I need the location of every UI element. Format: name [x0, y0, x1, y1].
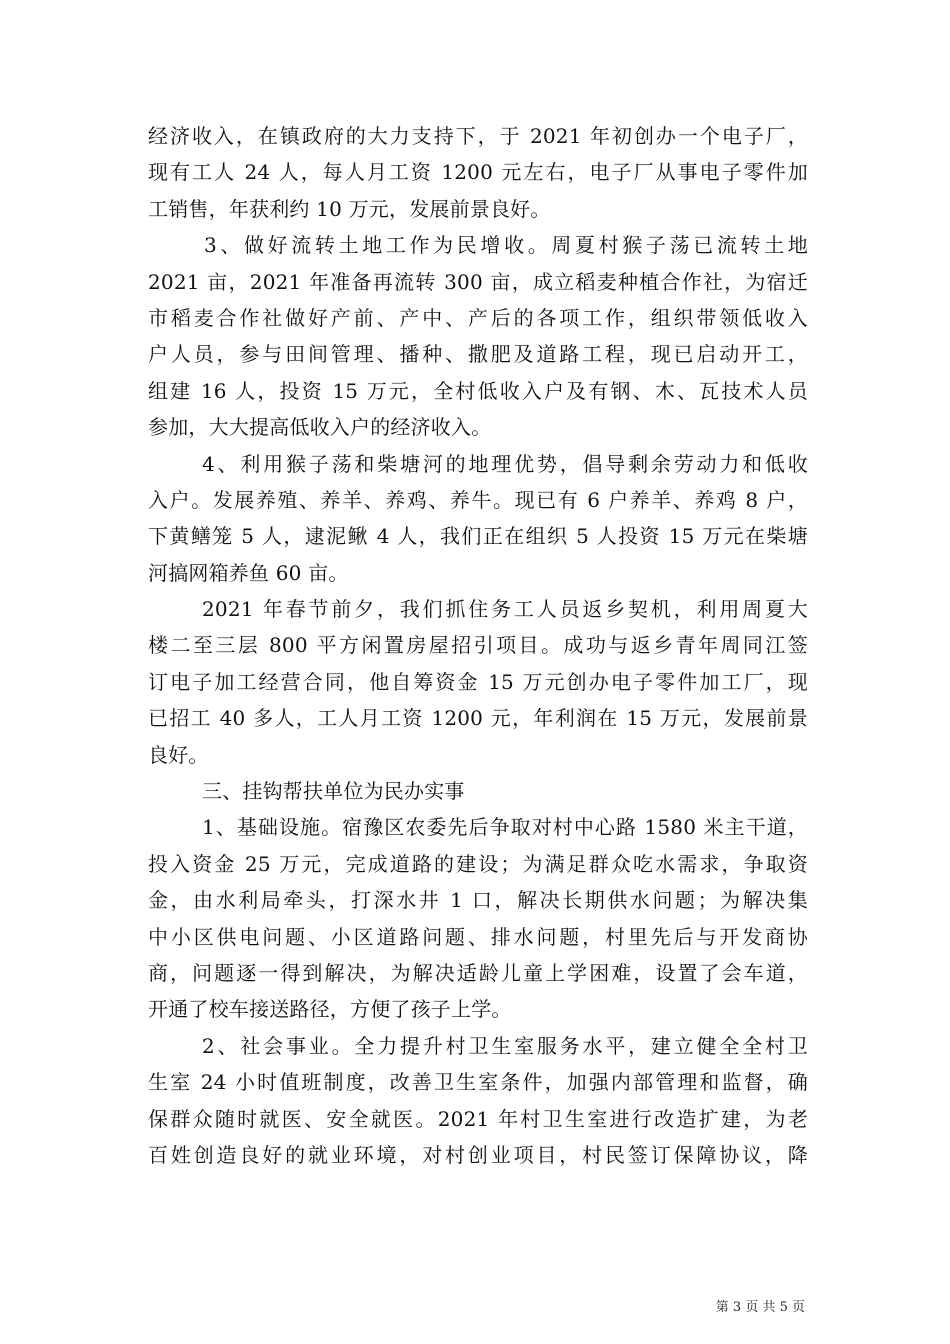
text-line: 2、社会事业。全力提升村卫生室服务水平，建立健全全村卫	[202, 1033, 808, 1058]
section-heading	[148, 773, 808, 809]
text-line: 入户。发展养殖、养羊、养鸡、养牛。现已有 6 户养羊、养鸡 8 户，	[148, 487, 808, 512]
text-line: 1、基础设施。宿豫区农委先后争取对村中心路 1580 米主干道，	[202, 815, 808, 840]
paragraph-2	[148, 227, 808, 445]
text-line: 投入资金 25 万元，完成道路的建设；为满足群众吃水需求，争取资	[148, 851, 808, 876]
text-line: 2021 年春节前夕，我们抓住务工人员返乡契机，利用周夏大	[202, 597, 808, 622]
text-line: 下黄鳝笼 5 人，逮泥鳅 4 人，我们正在组织 5 人投资 15 万元在柴塘	[148, 524, 808, 549]
document-body	[148, 118, 808, 1173]
paragraph-3	[148, 446, 808, 592]
text-line: 参加，大大提高低收入户的经济收入。	[148, 415, 492, 440]
paragraph-7	[148, 1028, 808, 1174]
text-line: 4、利用猴子荡和柴塘河的地理优势，倡导剩余劳动力和低收	[202, 451, 808, 476]
text-line: 商，问题逐一得到解决，为解决适龄儿童上学困难，设置了会车道，	[148, 960, 808, 985]
page-number-footer: 第 3 页 共 5 页	[715, 1300, 805, 1315]
text-line: 百姓创造良好的就业环境，对村创业项目，村民签订保障协议，降	[148, 1142, 808, 1167]
text-line: 金，由水利局牵头，打深水井 1 口，解决长期供水问题；为解决集	[148, 888, 808, 913]
text-line: 2021 亩，2021 年准备再流转 300 亩，成立稻麦种植合作社，为宿迁	[148, 269, 808, 294]
text-line: 工销售，年获利约 10 万元，发展前景良好。	[148, 196, 551, 221]
text-line: 现有工人 24 人，每人月工资 1200 元左右，电子厂从事电子零件加	[148, 160, 808, 185]
text-line: 中小区供电问题、小区道路问题、排水问题，村里先后与开发商协	[148, 924, 808, 949]
text-line: 河搞网箱养鱼 60 亩。	[148, 560, 349, 585]
paragraph-4	[148, 591, 808, 773]
text-line: 订电子加工经营合同，他自筹资金 15 万元创办电子零件加工厂，现	[148, 669, 808, 694]
text-line: 良好。	[148, 742, 209, 767]
text-line: 户人员，参与田间管理、播种、撒肥及道路工程，现已启动开工，	[148, 342, 808, 367]
paragraph-1	[148, 118, 808, 227]
text-line: 已招工 40 多人，工人月工资 1200 元，年利润在 15 万元，发展前景	[148, 706, 808, 731]
text-line: 市稻麦合作社做好产前、产中、产后的各项工作，组织带领低收入	[148, 305, 808, 330]
text-line: 组建 16 人，投资 15 万元，全村低收入户及有钢、木、瓦技术人员	[148, 378, 808, 403]
paragraph-6	[148, 809, 808, 1027]
text-line: 生室 24 小时值班制度，改善卫生室条件，加强内部管理和监督，确	[148, 1070, 808, 1095]
text-line: 3、做好流转土地工作为民增收。周夏村猴子荡已流转土地	[204, 233, 808, 258]
text-line: 保群众随时就医、安全就医。2021 年村卫生室进行改造扩建，为老	[148, 1106, 808, 1131]
text-line: 经济收入，在镇政府的大力支持下，于 2021 年初创办一个电子厂，	[148, 124, 808, 148]
text-line: 楼二至三层 800 平方闲置房屋招引项目。成功与返乡青年周同江签	[148, 633, 808, 658]
text-line: 开通了校车接送路径，方便了孩子上学。	[148, 997, 512, 1022]
heading-line: 三、挂钩帮扶单位为民办实事	[202, 779, 465, 804]
